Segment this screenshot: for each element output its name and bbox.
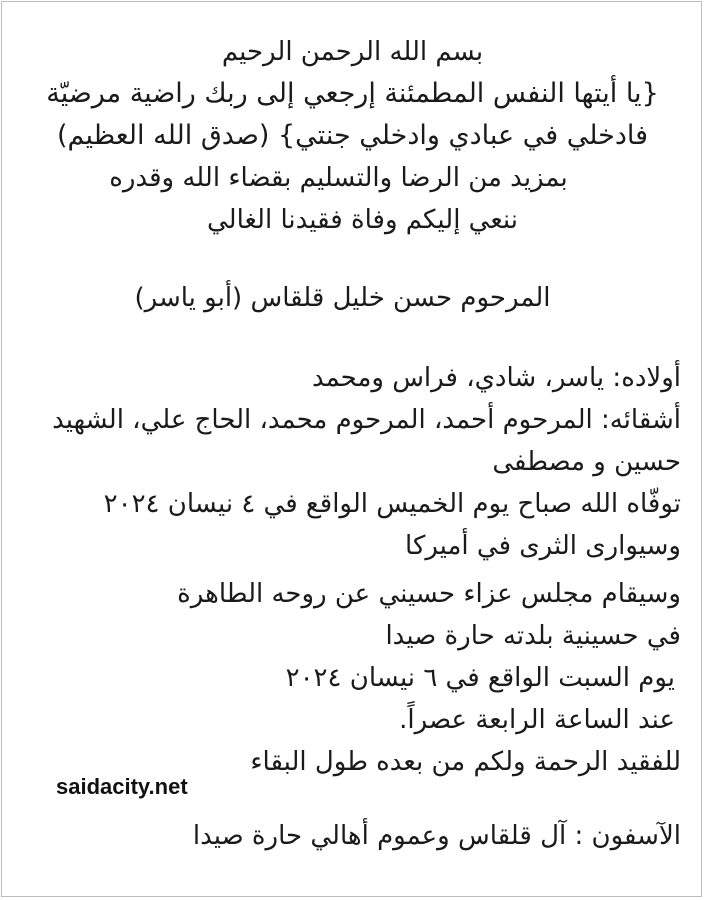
burial-line: وسيوارى الثرى في أميركا xyxy=(405,531,681,561)
death-date-line: توفّاه الله صباح يوم الخميس الواقع في ٤ نيسان ٢٠٢٤ xyxy=(103,489,681,519)
siblings-line-1: أشقائه: المرحوم أحمد، المرحوم محمد، الحاج علي، الشهيد xyxy=(52,405,681,435)
verse-line-1: {يا أيتها النفس المطمئنة إرجعي إلى ربك راضية مرضيّة xyxy=(46,78,659,109)
deceased-name: المرحوم حسن خليل قلقاس (أبو ياسر) xyxy=(134,283,551,313)
intro-line-2: ننعي إليكم وفاة فقيدنا الغالي xyxy=(207,205,518,235)
verse-line-2: فادخلي في عبادي وادخلي جنتي} (صدق الله العظيم) xyxy=(56,120,649,151)
children-list: أولاده: ياسر، شادي، فراس ومحمد xyxy=(311,363,681,393)
site-watermark: saidacity.net xyxy=(56,774,188,799)
memorial-line-1: وسيقام مجلس عزاء حسيني عن روحه الطاهرة xyxy=(177,579,681,609)
siblings-line-2: حسين و مصطفى xyxy=(492,447,681,477)
memorial-time: عند الساعة الرابعة عصراً. xyxy=(399,705,675,735)
memorial-line-2: في حسينية بلدته حارة صيدا xyxy=(385,621,681,651)
condolence-line: للفقيد الرحمة ولكم من بعده طول البقاء xyxy=(250,747,681,777)
basmala: بسم الله الرحمن الرحيم xyxy=(221,37,484,67)
mourners-line: الآسفون : آل قلقاس وعموم أهالي حارة صيدا xyxy=(192,821,681,851)
memorial-date: يوم السبت الواقع في ٦ نيسان ٢٠٢٤ xyxy=(285,663,675,693)
intro-line-1: بمزيد من الرضا والتسليم بقضاء الله وقدره xyxy=(109,163,568,193)
